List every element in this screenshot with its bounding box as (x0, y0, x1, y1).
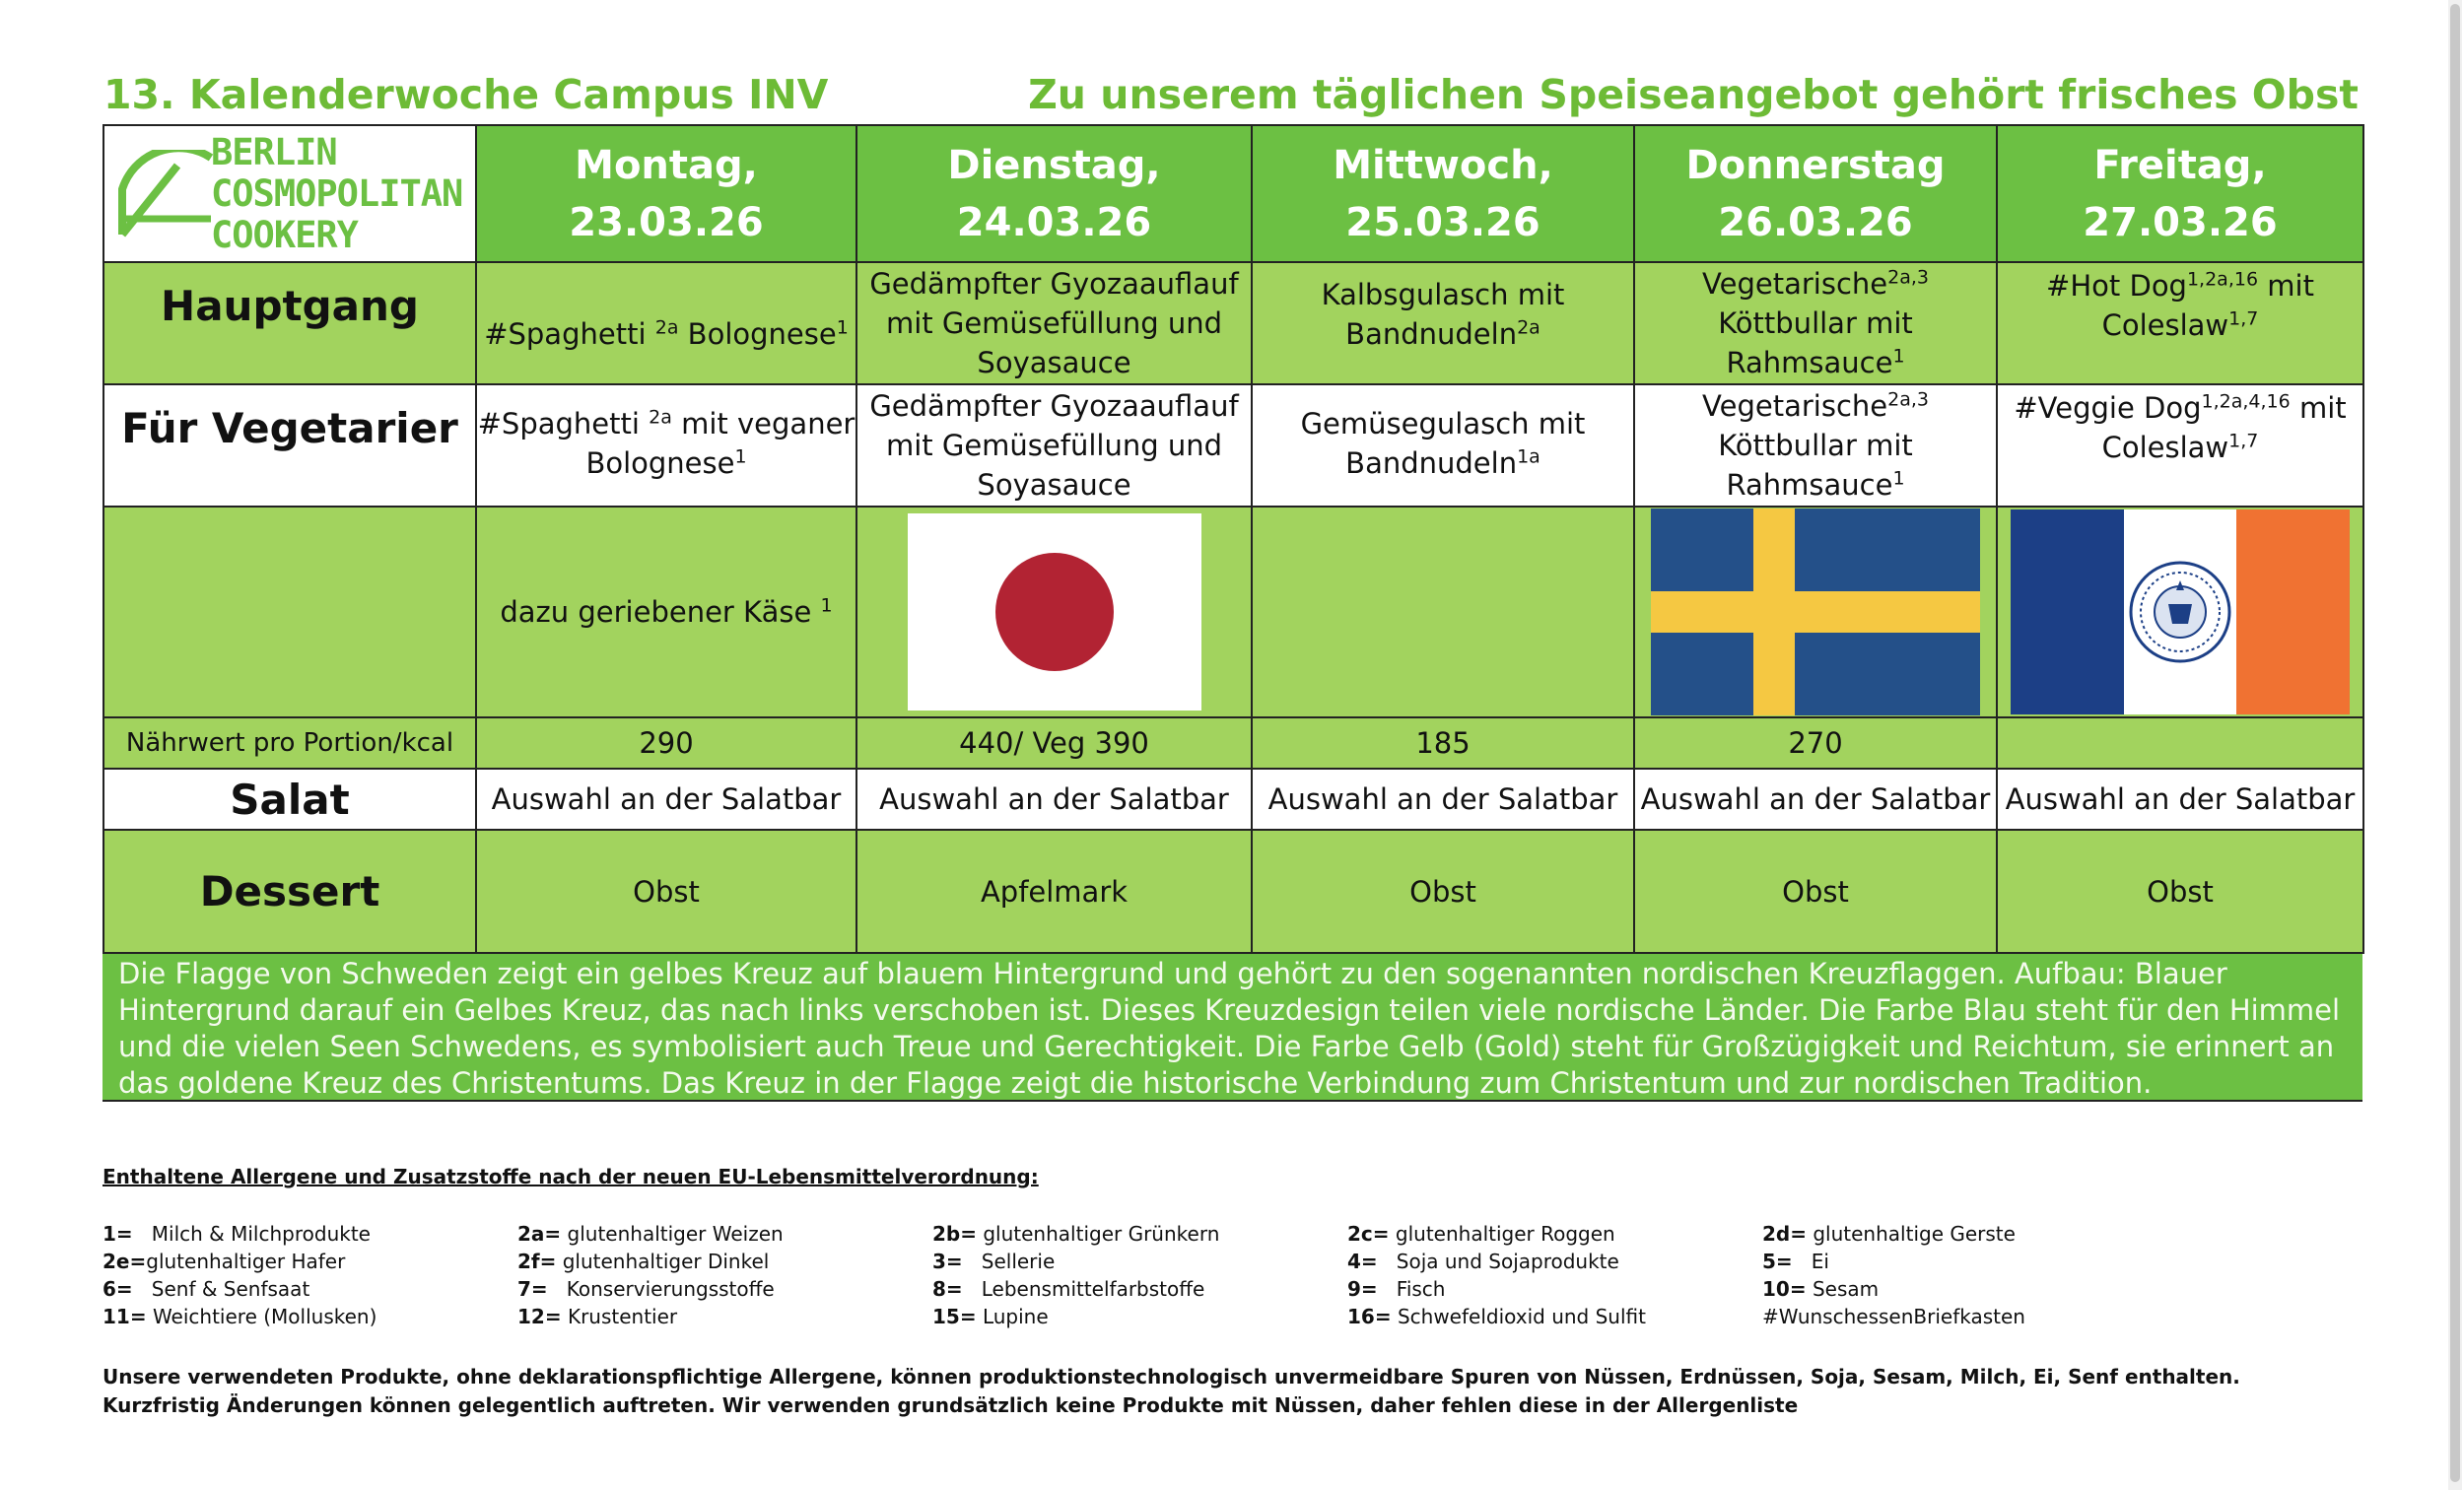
vegetarier-friday: #Veggie Dog$^{1,2a,4,16}$ mit Coleslaw$^{1,7}$ (1997, 384, 2363, 507)
dessert-wednesday: Obst (1252, 830, 1634, 953)
vegetarier-row (103, 384, 2363, 507)
extra-monday: dazu geriebener Käse $^1$ (476, 507, 856, 717)
hauptgang-monday: #Spaghetti $^{2a}$ Bolognese$^1$ (476, 262, 856, 384)
flag-row-label (103, 507, 476, 717)
day-date: 26.03.26 (1718, 199, 1913, 245)
kcal-thursday: 270 (1634, 717, 1997, 769)
dessert-monday: Obst (476, 830, 856, 953)
salat-monday: Auswahl an der Salatbar (476, 769, 856, 830)
allergen-item: 8= Lebensmittelfarbstoffe (932, 1277, 1205, 1301)
flag-wednesday (1252, 507, 1634, 717)
allergen-item: 2f= glutenhaltiger Dinkel (517, 1250, 770, 1273)
day-name: Freitag, (2093, 142, 2267, 188)
sweden-flag-info: Die Flagge von Schweden zeigt ein gelbes Kreuz auf blauem Hintergrund und gehört zu den sogenannten nordischen Kreuzflaggen. Aufbau: Blauer Hintergrund darauf ein Gelbes Kreuz, das nach links verschoben ist. Dieses Kreuzdesign teilen viele nordische Länder. Die Farbe Blau steht für den Himmel und die vielen Seen Schwedens, es symbolisiert auch Treue und Gerechtigkeit. Die Farbe Gelb (Gold) steht für Großzügigkeit und Reichtum, sie erinnert an das goldene Kreuz des Christentums. Das Kreuz in der Flagge zeigt die historische Verbindung zum Christentum und zur nordischen Tradition. (103, 952, 2362, 1102)
footer-note: Unsere verwendeten Produkte, ohne deklarationspflichtige Allergene, können produktionstechnologisch unvermeidbare Spuren von Nüssen, Erdnüssen, Soja, Sesam, Milch, Ei, Senf enthalten. Kurzfristig Änderungen können gelegentlich auftreten. Wir verwenden grundsätzlich keine Produkte mit Nüssen, daher fehlen diese in der Allergenliste (103, 1365, 2240, 1417)
japan-flag-icon (908, 513, 1201, 711)
allergen-item: 5= Ei (1762, 1250, 1829, 1273)
dessert-label: Dessert (103, 830, 476, 953)
allergen-list (103, 1222, 2172, 1328)
scrollbar-thumb[interactable] (2450, 4, 2460, 1482)
allergen-item: 2e=glutenhaltiger Hafer (103, 1250, 346, 1273)
day-date: 24.03.26 (956, 199, 1152, 245)
salat-row (103, 769, 2363, 830)
allergen-item: 6= Senf & Senfsaat (103, 1277, 310, 1301)
allergen-item: 15= Lupine (932, 1305, 1049, 1328)
hauptgang-label: Hauptgang (103, 262, 476, 384)
hauptgang-thursday: Vegetarische$^{2a,3}$ Köttbullar mit Rahmsauce$^1$ (1634, 262, 1997, 384)
allergen-item: 12= Krustentier (517, 1305, 678, 1328)
allergen-item: 2c= glutenhaltiger Roggen (1347, 1222, 1615, 1246)
logo-cell (103, 125, 476, 262)
allergen-item: 7= Konservierungsstoffe (517, 1277, 775, 1301)
day-name: Mittwoch, (1333, 142, 1553, 188)
hauptgang-wednesday: Kalbsgulasch mit Bandnudeln$^{2a}$ (1252, 262, 1634, 384)
salat-label: Salat (103, 769, 476, 830)
flag-thursday (1634, 507, 1997, 717)
day-monday (476, 125, 856, 262)
day-date: 23.03.26 (569, 199, 764, 245)
allergen-item: 16= Schwefeldioxid und Sulfit (1347, 1305, 1646, 1328)
kcal-wednesday: 185 (1252, 717, 1634, 769)
day-name: Montag, (575, 142, 758, 188)
vegetarier-label: Für Vegetarier (103, 384, 476, 507)
day-thursday (1634, 125, 1997, 262)
day-date: 25.03.26 (1345, 199, 1540, 245)
allergen-item: 11= Weichtiere (Mollusken) (103, 1305, 377, 1328)
allergen-item: 1= Milch & Milchprodukte (103, 1222, 371, 1246)
flag-tuesday (856, 507, 1252, 717)
allergen-item: 2b= glutenhaltiger Grünkern (932, 1222, 1220, 1246)
logo-line-3: COOKERY (211, 213, 358, 256)
allergen-item: 10= Sesam (1762, 1277, 1880, 1301)
vegetarier-wednesday: Gemüsegulasch mit Bandnudeln$^{1a}$ (1252, 384, 1634, 507)
day-tuesday (856, 125, 1252, 262)
allergen-item: 9= Fisch (1347, 1277, 1446, 1301)
kcal-row (103, 717, 2363, 769)
allergen-item: 3= Sellerie (932, 1250, 1056, 1273)
logo-icon (118, 150, 217, 238)
logo-line-1: BERLIN (211, 130, 337, 173)
day-header-row (103, 125, 2363, 262)
dessert-row (103, 830, 2363, 953)
kcal-tuesday: 440/ Veg 390 (856, 717, 1252, 769)
day-date: 27.03.26 (2083, 199, 2278, 245)
allergen-item: 2a= glutenhaltiger Weizen (517, 1222, 784, 1246)
allergen-item: 2d= glutenhaltige Gerste (1762, 1222, 2016, 1246)
vegetarier-thursday: Vegetarische$^{2a,3}$ Köttbullar mit Rahmsauce$^1$ (1634, 384, 1997, 507)
allergen-title: Enthaltene Allergene und Zusatzstoffe nach der neuen EU-Lebensmittelverordnung: (103, 1165, 1039, 1188)
allergen-item: #WunschessenBriefkasten (1762, 1305, 2025, 1328)
vegetarier-tuesday: Gedämpfter Gyozaauflauf mit Gemüsefüllung und Soyasauce (856, 384, 1252, 507)
salat-tuesday: Auswahl an der Salatbar (856, 769, 1252, 830)
weekly-menu-table (103, 124, 2364, 954)
week-title: 13. Kalenderwoche Campus INV (103, 71, 829, 118)
vegetarier-monday: #Spaghetti $^{2a}$ mit veganer Bolognese$^1$ (476, 384, 856, 507)
dessert-tuesday: Apfelmark (856, 830, 1252, 953)
flag-row (103, 507, 2363, 717)
fruit-notice: Zu unserem täglichen Speiseangebot gehört frisches Obst (1028, 71, 2359, 118)
hauptgang-tuesday: Gedämpfter Gyozaauflauf mit Gemüsefüllung und Soyasauce (856, 262, 1252, 384)
day-name: Dienstag, (947, 142, 1161, 188)
salat-thursday: Auswahl an der Salatbar (1634, 769, 1997, 830)
sweden-flag-icon (1651, 508, 1980, 715)
day-name: Donnerstag (1685, 142, 1946, 188)
day-wednesday (1252, 125, 1634, 262)
allergen-item: 4= Soja und Sojaprodukte (1347, 1250, 1619, 1273)
logo-line-2: COSMOPOLITAN (211, 171, 463, 215)
new-york-city-flag-icon (2011, 509, 2350, 714)
salat-wednesday: Auswahl an der Salatbar (1252, 769, 1634, 830)
kcal-label: Nährwert pro Portion/kcal (103, 717, 476, 769)
dessert-thursday: Obst (1634, 830, 1997, 953)
day-friday (1997, 125, 2363, 262)
flag-friday (1997, 507, 2363, 717)
hauptgang-row (103, 262, 2363, 384)
kcal-friday (1997, 717, 2363, 769)
kcal-monday: 290 (476, 717, 856, 769)
dessert-friday: Obst (1997, 830, 2363, 953)
hauptgang-friday: #Hot Dog$^{1,2a,16}$ mit Coleslaw$^{1,7}$ (1997, 262, 2363, 384)
salat-friday: Auswahl an der Salatbar (1997, 769, 2363, 830)
